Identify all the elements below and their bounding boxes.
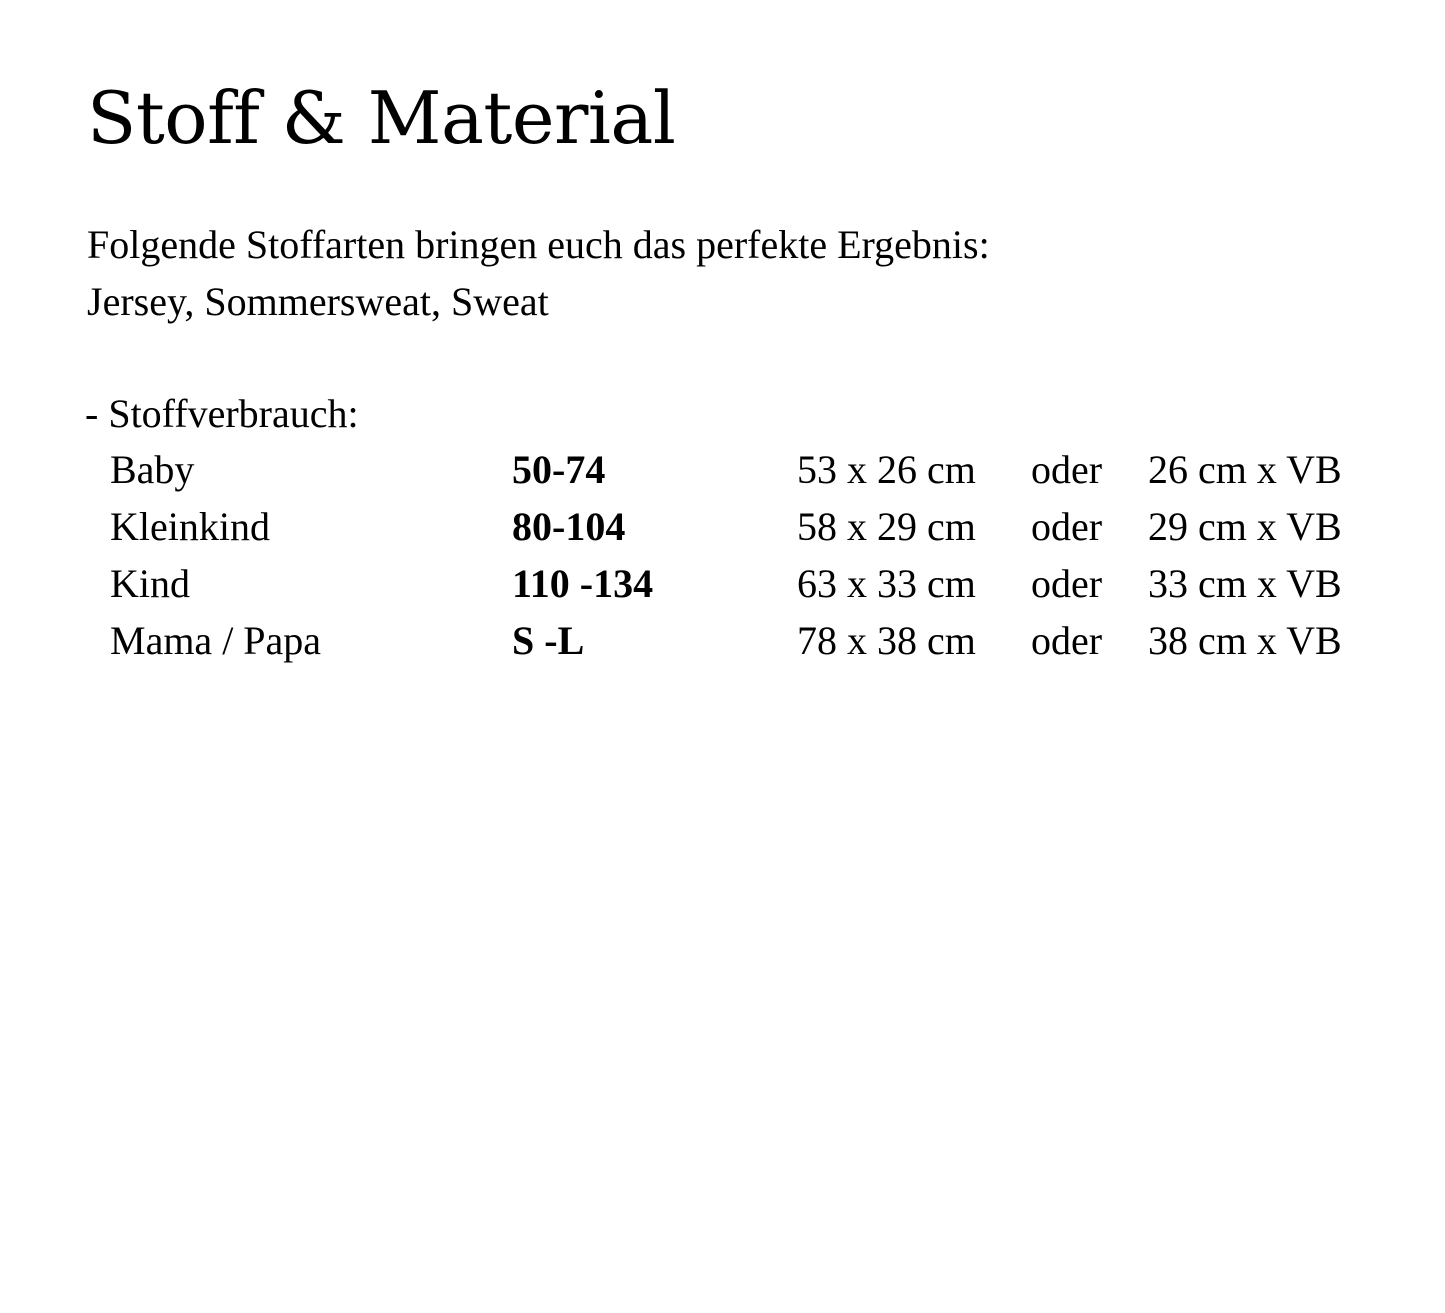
fabric-dimensions: 63 x 33 cm <box>797 561 976 606</box>
or-label: oder <box>1031 447 1103 492</box>
fabric-usage-heading: - Stoffverbrauch: <box>85 391 359 436</box>
alternative-dimensions: 26 cm x VB <box>1148 447 1342 492</box>
or-label: oder <box>1031 561 1103 606</box>
fabric-usage-row <box>0 498 1445 555</box>
size-range: S -L <box>512 618 585 663</box>
fabric-types-list: Jersey, Sommersweat, Sweat <box>87 279 549 324</box>
alternative-dimensions: 38 cm x VB <box>1148 618 1342 663</box>
or-label: oder <box>1031 618 1103 663</box>
size-range: 110 -134 <box>512 561 654 606</box>
or-label: oder <box>1031 504 1103 549</box>
fabric-intro-text: Folgende Stoffarten bringen euch das perfekte Ergebnis: <box>87 222 990 267</box>
fabric-usage-row <box>0 555 1445 612</box>
fabric-dimensions: 58 x 29 cm <box>797 504 976 549</box>
fabric-usage-row <box>0 441 1445 498</box>
page-title: Stoff & Material <box>87 76 676 160</box>
size-group-name: Mama / Papa <box>110 618 322 663</box>
alternative-dimensions: 29 cm x VB <box>1148 504 1342 549</box>
size-group-name: Baby <box>110 447 195 492</box>
size-group-name: Kleinkind <box>110 504 270 549</box>
size-range: 80-104 <box>512 504 626 549</box>
fabric-types-intro <box>87 216 990 330</box>
fabric-dimensions: 78 x 38 cm <box>797 618 976 663</box>
fabric-usage-row <box>0 612 1445 669</box>
fabric-dimensions: 53 x 26 cm <box>797 447 976 492</box>
size-group-name: Kind <box>110 561 190 606</box>
alternative-dimensions: 33 cm x VB <box>1148 561 1342 606</box>
size-range: 50-74 <box>512 447 606 492</box>
